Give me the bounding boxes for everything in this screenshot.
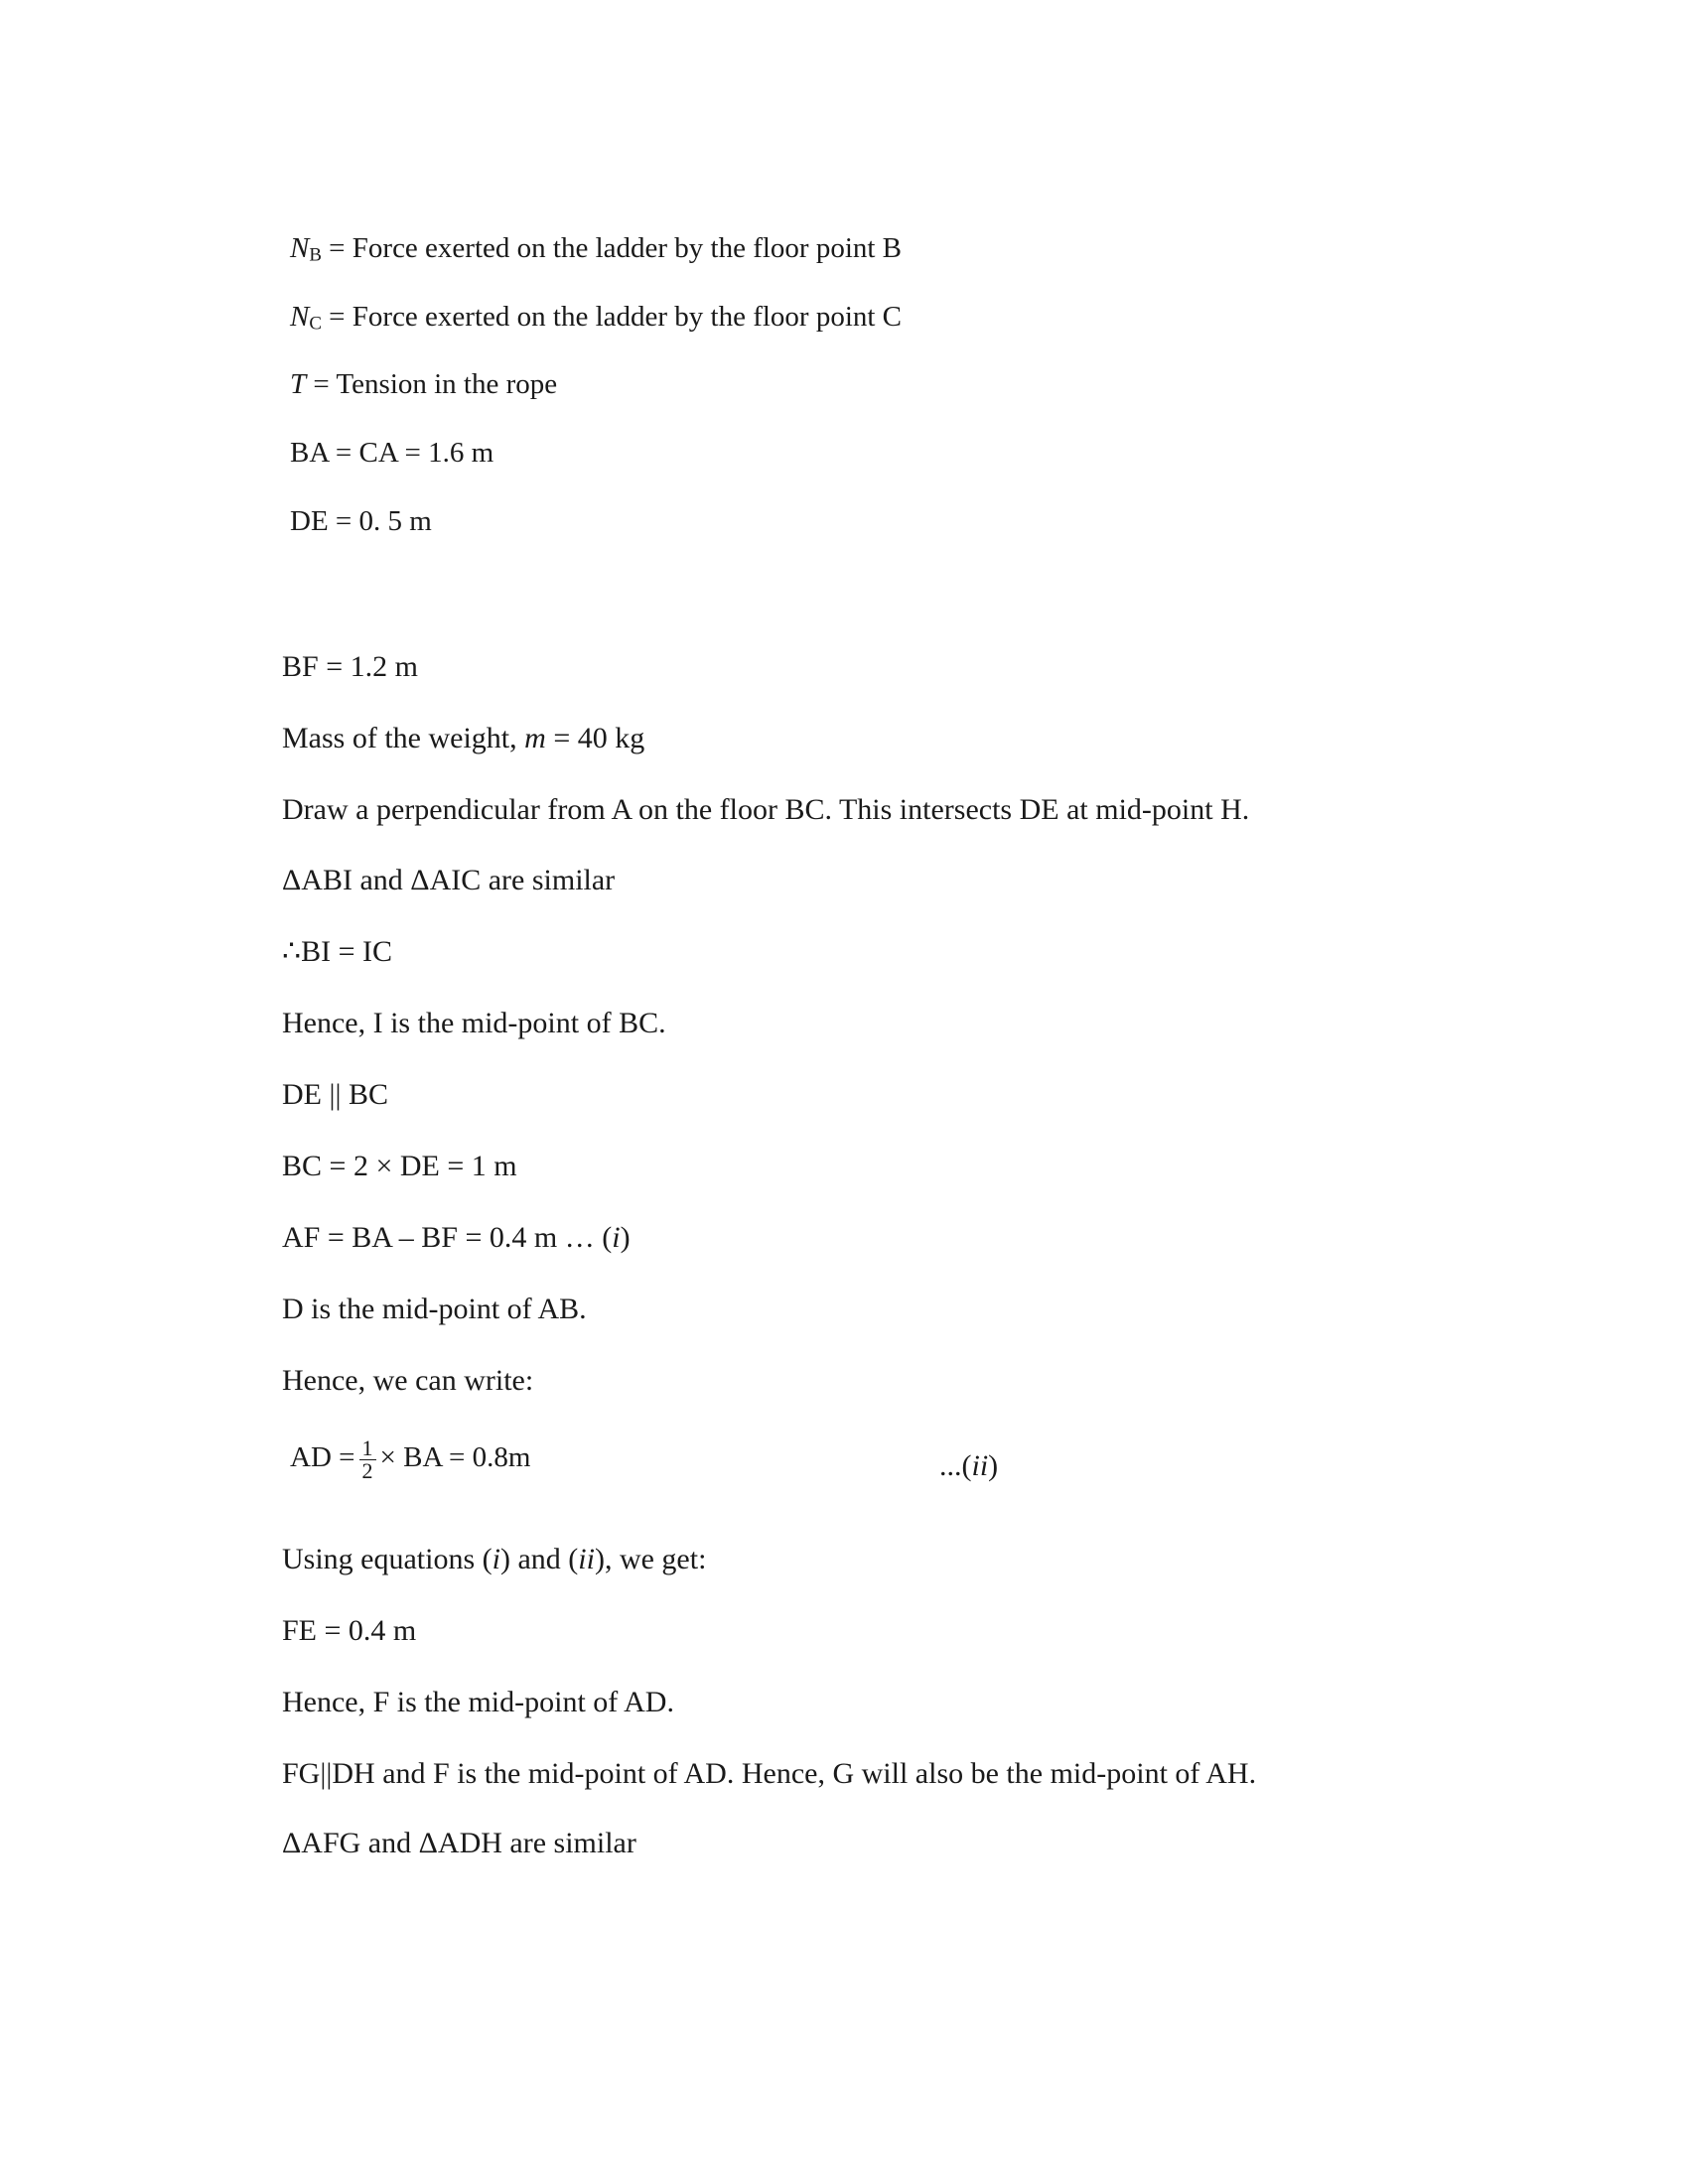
- equation-ad: [290, 1437, 530, 1482]
- mass-prefix: Mass of the weight,: [282, 722, 525, 754]
- line-hence-write: Hence, we can write:: [282, 1364, 534, 1397]
- line-mid-bc: Hence, I is the mid-point of BC.: [282, 1007, 666, 1039]
- definition-nc: [290, 303, 902, 334]
- af-prefix: AF = BA – BF = 0.4 m … (: [282, 1221, 613, 1254]
- nc-symbol: N: [290, 301, 310, 333]
- line-using-equations: [282, 1545, 706, 1574]
- fraction-half: [359, 1437, 376, 1482]
- nb-text: = Force exerted on the ladder by the floor point B: [321, 232, 903, 264]
- fraction-denominator: 2: [361, 1458, 373, 1483]
- fraction-numerator: 1: [359, 1437, 376, 1460]
- line-perpendicular: Draw a perpendicular from A on the floor BC. This intersects DE at mid-point H.: [282, 793, 1250, 826]
- line-af: [282, 1223, 631, 1253]
- line-fg-dh: FG||DH and F is the mid-point of AD. Hence, G will also be the mid-point of AH.: [282, 1757, 1257, 1790]
- ad-rhs: × BA = 0.8m: [379, 1441, 531, 1474]
- line-d-mid: D is the mid-point of AB.: [282, 1293, 587, 1325]
- line-mass: [282, 724, 644, 753]
- equation-ref-ii: [939, 1451, 998, 1481]
- definition-nb: [290, 234, 902, 265]
- using-part-1: Using equations (: [282, 1543, 492, 1575]
- nc-text: = Force exerted on the ladder by the floor point C: [321, 301, 903, 333]
- line-fe: FE = 0.4 m: [282, 1614, 417, 1647]
- definition-de: DE = 0. 5 m: [290, 505, 432, 537]
- definition-tension: [290, 370, 557, 399]
- nb-subscript: B: [309, 244, 322, 266]
- line-similar-abi: ΔABI and ΔAIC are similar: [282, 864, 616, 896]
- line-similar-afg: ΔAFG and ΔADH are similar: [282, 1827, 636, 1859]
- ad-lhs: AD =: [290, 1441, 355, 1474]
- line-bi-ic: ∴BI = IC: [282, 935, 393, 968]
- ref-label: ii: [971, 1449, 989, 1482]
- definition-ba-ca: BA = CA = 1.6 m: [290, 437, 494, 469]
- using-ref-i: i: [492, 1543, 500, 1575]
- using-ref-ii: ii: [578, 1543, 595, 1575]
- mass-variable: m: [524, 722, 546, 754]
- nc-subscript: C: [309, 313, 322, 335]
- ref-prefix: ...(: [939, 1449, 972, 1482]
- af-ref: i: [612, 1221, 621, 1254]
- af-suffix: ): [620, 1221, 631, 1254]
- using-part-2: ) and (: [499, 1543, 579, 1575]
- ref-suffix: ): [988, 1449, 999, 1482]
- nb-symbol: N: [290, 232, 310, 264]
- line-bf: BF = 1.2 m: [282, 650, 418, 683]
- mass-suffix: = 40 kg: [545, 722, 645, 754]
- line-f-mid: Hence, F is the mid-point of AD.: [282, 1686, 674, 1718]
- t-text: = Tension in the rope: [306, 368, 558, 400]
- line-de-parallel: DE || BC: [282, 1078, 389, 1111]
- using-part-3: ), we get:: [594, 1543, 707, 1575]
- t-symbol: T: [290, 368, 307, 400]
- line-bc: BC = 2 × DE = 1 m: [282, 1150, 517, 1182]
